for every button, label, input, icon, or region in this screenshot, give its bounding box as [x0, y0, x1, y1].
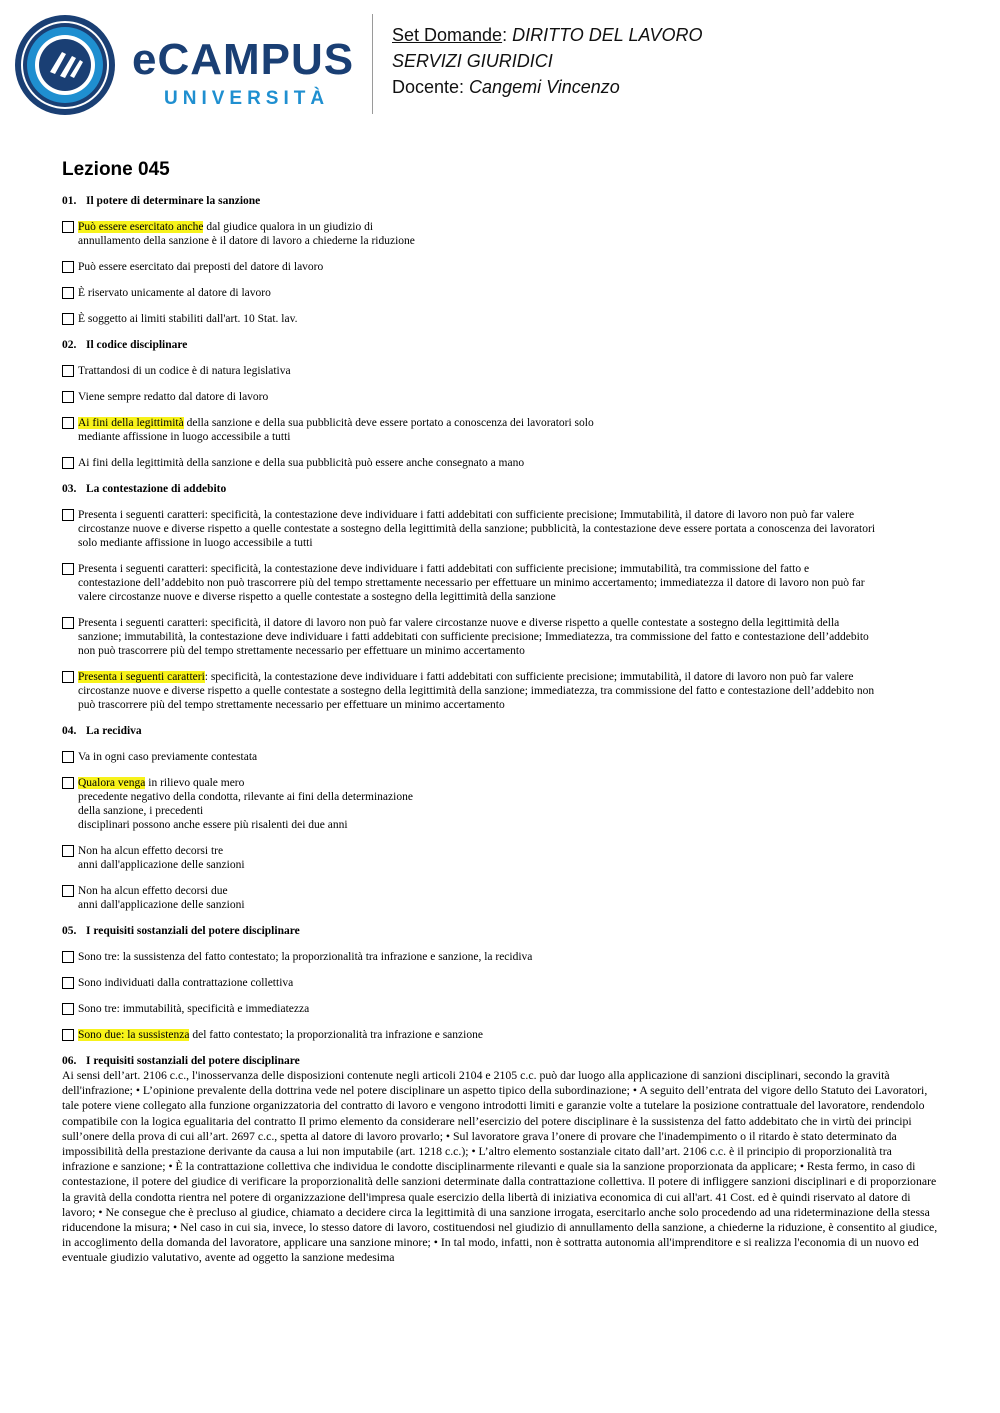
answer-rest: Viene sempre redatto dal datore di lavoro [78, 391, 269, 403]
set-value: DIRITTO DEL LAVORO [512, 25, 703, 45]
answer-text [78, 312, 297, 326]
answer-checkbox[interactable] [62, 885, 74, 897]
answer-text [78, 950, 532, 964]
answer-text [78, 260, 323, 274]
open-question-answer: Ai sensi dell’art. 2106 c.c., l'inosservanza delle disposizioni contenute negli articoli 2104 e 2105 c.c. può dar luogo alla applicazione di sanzioni disciplinari, secondo la gravità dell'infrazione; • L’opinione prevalente della dottrina vede nel potere disciplinare un aspetto tipico della subordinazione; • A seguito dell’entrata del vigore dello Statuto dei Lavoratori, tale potere viene collegato alla funzione organizzatoria del contratto di lavoro e vengono introdotti limiti e garanzie volte a tutelare la posizione contrattuale del lavoratore, rendendolo compatibile con la logica egualitaria del contratto Il primo elemento da considerare nell’esercizio del potere disciplinare è la sussistenza del fatto addebitato che in virtù dei principi sull’onere della prova di cui all’art. 2697 c.c., spetta al datore di lavoro provarlo; • Sul lavoratore grava l’onere di provare che l'inadempimento o il ritardo è stato determinato da impossibilità della prestazione derivante da causa a lui non imputabile (art. 1218 c.c.); • L’altro elemento sostanziale citato dall’art. 2106 c.c. è il principio di proporzionalità tra infrazione e sanzione; • È la contrattazione collettiva che individua le condotte disciplinarmente rilevanti e quale sia la sanzione proporzionata da applicare; • Resta fermo, in caso di contestazione, il potere del giudice di verificare la proporzionalità delle sanzioni determinate dalla contrattazione collettiva. Il potere di infliggere sanzioni disciplinari e di proporzionare la gravità della condotta rientra nel potere di organizzazione dell'impresa quale esercizio della libertà di iniziativa economica di cui all'art. 41 Cost. ed è quindi riservato al datore di lavoro; • Ne consegue che è precluso al giudice, chiamato a decidere circa la legittimità di una sanzione irrogata, esercitarlo anche solo procedendo ad una rideterminazione della stessa riducendone la misura; • Nel caso in cui sia, invece, lo stesso datore di lavoro, costituendosi nel giudizio di annullamento della sanzione, a chiederne la riduzione, è consentito al giudice, in accoglimento della domanda del lavoratore, applicare una sanzione minore; • In tal modo, infatti, non è sottratta autonomia all'imprenditore e si realizza l'economia di un nuovo ed eventuale giudizio valutativo, avente ad oggetto la sanzione medesima [62, 1068, 938, 1265]
question-block [62, 338, 942, 470]
answer-option[interactable] [62, 884, 942, 912]
answer-rest: Può essere esercitato dai preposti del datore di lavoro [78, 261, 324, 273]
question-title [62, 724, 942, 738]
question-title-text: Il potere di determinare la sanzione [86, 195, 261, 207]
answer-rest: : specificità, la contestazione deve individuare i fatti addebitati con sufficiente precisione; immutabilità, il datore di lavoro non può far valere circostanze nuove e diverse rispetto a quelle contestate a sostegno della legittimità della sanzione; immediatezza, tra commissione del fatto e contestazione dell’addebito non può trascorrere più del tempo strettamente necessario per effettuare un minimo accertamento [78, 671, 875, 711]
answer-text [78, 390, 268, 404]
question-title [62, 338, 942, 352]
question-title-text: Il codice disciplinare [86, 339, 188, 351]
answer-text [78, 616, 869, 658]
answer-rest: Presenta i seguenti caratteri: specificità, la contestazione deve individuare i fatti addebitati con sufficiente precisione; Immutabilità, il datore di lavoro non può far valere circostanze nuove e diverse rispetto a quelle contestate a sostegno della legittimità della sanzione; pubblicità, la contestazione deve essere portata a conoscenza dei lavoratori solo mediante affissione in luogo accessibile a tutti [78, 509, 876, 549]
answer-highlight: Sono due: la sussistenza [78, 1029, 190, 1041]
answer-checkbox[interactable] [62, 261, 74, 273]
lesson-content [62, 158, 942, 1266]
answer-rest: È riservato unicamente al datore di lavoro [78, 287, 271, 299]
answer-highlight: Ai fini della legittimità [78, 417, 184, 429]
answer-option[interactable] [62, 364, 942, 378]
answer-option[interactable] [62, 1028, 942, 1042]
teacher-label: Docente: [392, 77, 470, 97]
question-block [62, 724, 942, 912]
answer-checkbox[interactable] [62, 777, 74, 789]
answer-rest: Va in ogni caso previamente contestata [78, 751, 258, 763]
answer-checkbox[interactable] [62, 391, 74, 403]
answer-rest: Non ha alcun effetto decorsi tre anni dall'applicazione delle sanzioni [78, 845, 245, 871]
set-label: Set Domande [392, 25, 503, 45]
answer-text [78, 844, 245, 872]
answer-text [78, 750, 257, 764]
answer-option[interactable] [62, 456, 942, 470]
answer-option[interactable] [62, 750, 942, 764]
answer-checkbox[interactable] [62, 977, 74, 989]
question-list [62, 194, 942, 1042]
answer-option[interactable] [62, 950, 942, 964]
question-number: 02. [62, 339, 77, 351]
answer-text [78, 976, 293, 990]
answer-option[interactable] [62, 390, 942, 404]
teacher-name: Cangemi Vincenzo [469, 77, 620, 97]
question-number: 01. [62, 195, 77, 207]
answer-rest: dal giudice qualora in un giudizio di annullamento della sanzione è il datore di lavoro a chiederne la riduzione [78, 221, 415, 247]
answer-option[interactable] [62, 312, 942, 326]
question-title-text: La recidiva [86, 725, 142, 737]
answer-checkbox[interactable] [62, 1029, 74, 1041]
answer-checkbox[interactable] [62, 671, 74, 683]
answer-rest: Sono tre: la sussistenza del fatto contestato; la proporzionalità tra infrazione e sanzione, la recidiva [78, 951, 533, 963]
answer-text [78, 1002, 309, 1016]
answer-checkbox[interactable] [62, 221, 74, 233]
answer-checkbox[interactable] [62, 751, 74, 763]
course-line [392, 48, 702, 74]
answer-option[interactable] [62, 844, 942, 872]
open-question-title [62, 1054, 942, 1068]
open-question [62, 1054, 942, 1266]
answer-rest: Sono individuati dalla contrattazione collettiva [78, 977, 294, 989]
answer-text [78, 884, 245, 912]
question-block [62, 194, 942, 326]
open-question-title-text: I requisiti sostanziali del potere disciplinare [86, 1055, 300, 1067]
answer-highlight: Presenta i seguenti caratteri [78, 671, 205, 683]
page-header [0, 0, 1000, 130]
question-number: 05. [62, 925, 77, 937]
answer-checkbox[interactable] [62, 951, 74, 963]
answer-option[interactable] [62, 562, 942, 604]
answer-checkbox[interactable] [62, 617, 74, 629]
header-info [392, 22, 702, 100]
answer-rest: Presenta i seguenti caratteri: specificità, la contestazione deve individuare i fatti addebitati con sufficiente precisione; immutabilità, tra commissione del fatto e contestazione dell’addebito non può trascorrere più del tempo strettamente necessario per effettuare un minimo accertamento; immediatezza il datore di lavoro non può far valere circostanze nuove e diverse rispetto a quelle contestate a sostegno della legittimità della sanzione [78, 563, 865, 603]
answer-rest: della sanzione e della sua pubblicità deve essere portato a conoscenza dei lavoratori solo mediante affissione in luogo accessibile a tutti [78, 417, 594, 443]
answer-option[interactable] [62, 776, 942, 832]
answer-text [78, 364, 291, 378]
answer-checkbox[interactable] [62, 417, 74, 429]
answer-option[interactable] [62, 670, 942, 712]
question-title-text: I requisiti sostanziali del potere disciplinare [86, 925, 300, 937]
answer-checkbox[interactable] [62, 313, 74, 325]
answer-option[interactable] [62, 416, 942, 444]
answer-text [78, 456, 524, 470]
answer-option[interactable] [62, 1002, 942, 1016]
question-block [62, 924, 942, 1042]
answer-rest: Presenta i seguenti caratteri: specificità, il datore di lavoro non può far valere circostanze nuove e diverse rispetto a quelle contestate a sostegno della legittimità della sanzione; immutabilità, la contestazione deve individuare i fatti addebitati con sufficiente precisione; Immediatezza, tra commissione del fatto e contestazione dell’addebito non può trascorrere più del tempo strettamente necessario per effettuare un minimo accertamento [78, 617, 869, 657]
answer-checkbox[interactable] [62, 563, 74, 575]
ecampus-seal-logo [14, 14, 116, 116]
answer-checkbox[interactable] [62, 1003, 74, 1015]
answer-checkbox[interactable] [62, 287, 74, 299]
question-number: 03. [62, 483, 77, 495]
answer-rest: in rilievo quale mero precedente negativo della condotta, rilevante ai fini della determinazione della sanzione, i precedenti disciplinari possono anche essere più risalenti dei due anni [78, 777, 413, 831]
answer-rest: Non ha alcun effetto decorsi due anni dall'applicazione delle sanzioni [78, 885, 245, 911]
ecampus-wordmark: eCAMPUS [132, 35, 355, 84]
answer-text [78, 776, 413, 832]
lesson-title: Lezione 045 [62, 159, 170, 180]
answer-checkbox[interactable] [62, 365, 74, 377]
answer-option[interactable] [62, 976, 942, 990]
answer-option[interactable] [62, 508, 942, 550]
answer-option[interactable] [62, 260, 942, 274]
question-title [62, 482, 942, 496]
answer-text [78, 1028, 483, 1042]
header-divider [372, 14, 373, 114]
question-title [62, 924, 942, 938]
answer-rest: Trattandosi di un codice è di natura legislativa [78, 365, 291, 377]
answer-option[interactable] [62, 616, 942, 658]
answer-checkbox[interactable] [62, 509, 74, 521]
answer-rest: Ai fini della legittimità della sanzione e della sua pubblicità può essere anche consegnato a mano [78, 457, 525, 469]
answer-checkbox[interactable] [62, 457, 74, 469]
answer-text [78, 508, 875, 550]
course-name: SERVIZI GIURIDICI [392, 51, 553, 71]
answer-text [78, 416, 594, 444]
set-separator: : [502, 25, 513, 45]
answer-rest: Sono tre: immutabilità, specificità e immediatezza [78, 1003, 310, 1015]
answer-option[interactable] [62, 286, 942, 300]
answer-text [78, 220, 415, 248]
answer-rest: del fatto contestato; la proporzionalità tra infrazione e sanzione [189, 1029, 483, 1041]
teacher-line [392, 74, 702, 100]
universita-wordmark: UNIVERSITÀ [164, 88, 330, 109]
question-title [62, 194, 942, 208]
answer-highlight: Qualora venga [78, 777, 146, 789]
answer-text [78, 670, 874, 712]
answer-option[interactable] [62, 220, 942, 248]
question-title-text: La contestazione di addebito [86, 483, 227, 495]
answer-rest: È soggetto ai limiti stabiliti dall'art. 10 Stat. lav. [78, 313, 298, 325]
question-number: 04. [62, 725, 77, 737]
answer-text [78, 286, 271, 300]
answer-highlight: Può essere esercitato anche [78, 221, 204, 233]
open-question-number: 06. [62, 1055, 77, 1067]
answer-checkbox[interactable] [62, 845, 74, 857]
set-line [392, 22, 702, 48]
answer-text [78, 562, 865, 604]
question-block [62, 482, 942, 712]
